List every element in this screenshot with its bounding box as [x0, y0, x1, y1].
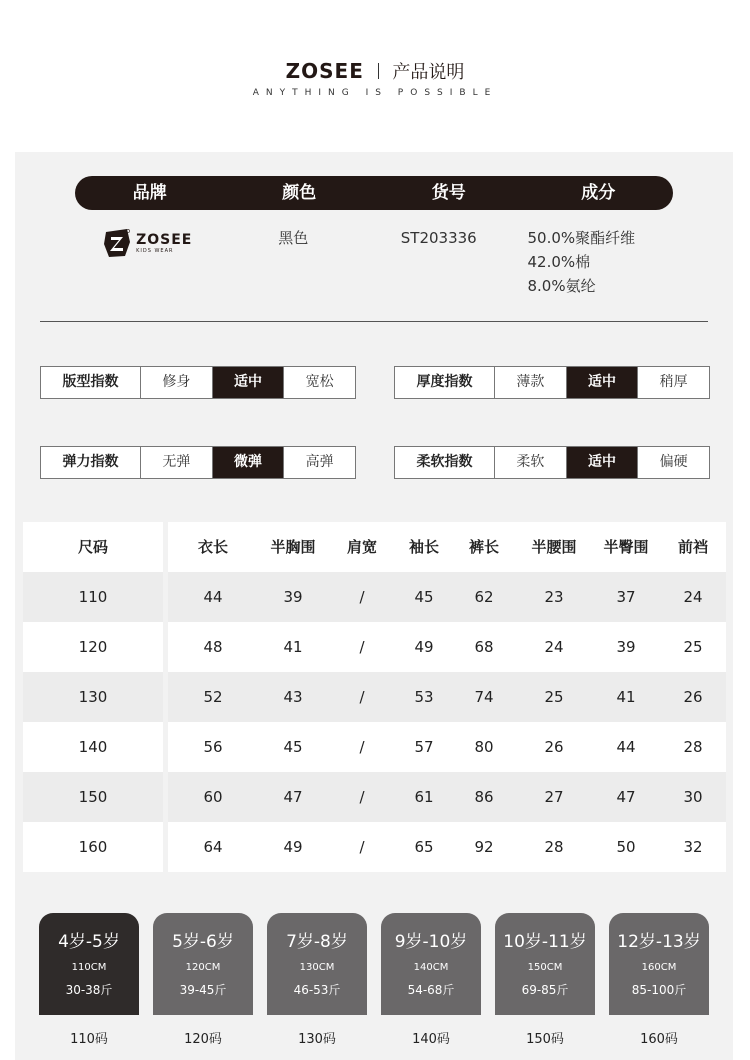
table-cell: 24 — [544, 638, 564, 656]
table-cell: 39 — [616, 638, 636, 656]
table-cell: 47 — [616, 788, 636, 806]
table-header-cell: 半胸围 — [270, 538, 316, 556]
table-cell: 23 — [544, 588, 564, 606]
table-cell: 130 — [23, 672, 163, 722]
age-card — [381, 913, 481, 1015]
table-cell: 45 — [414, 588, 434, 606]
age-range: 9岁-10岁 — [394, 932, 468, 952]
age-range: 7岁-8岁 — [286, 932, 348, 952]
table-cell: 25 — [683, 638, 703, 656]
weight-range: 39-45斤 — [179, 983, 227, 997]
table-cell: 47 — [283, 788, 303, 806]
height-value: 160CM — [641, 962, 677, 973]
age-card — [39, 913, 139, 1015]
info-header-composition: 成分 — [581, 183, 616, 203]
size-label: 130码 — [298, 1032, 336, 1047]
thickness-option-thick: 稍厚 — [659, 374, 688, 390]
table-header-cell: 前裆 — [677, 538, 708, 556]
brand-separator — [378, 63, 379, 79]
zosee-logo-icon — [103, 228, 131, 258]
table-header-cell: 裤长 — [468, 538, 499, 556]
size-table — [23, 522, 726, 872]
table-cell: 49 — [283, 838, 303, 856]
stretch-index-label: 弹力指数 — [41, 447, 141, 478]
age-card — [153, 913, 253, 1015]
table-cell: 50 — [616, 838, 636, 856]
table-cell: 48 — [203, 638, 223, 656]
height-value: 130CM — [299, 962, 335, 973]
table-cell: 37 — [616, 588, 636, 606]
height-value: 140CM — [413, 962, 449, 973]
table-row — [23, 722, 726, 772]
table-cell: 120 — [23, 622, 163, 672]
thickness-option-thin: 薄款 — [495, 367, 567, 398]
table-cell: 32 — [683, 838, 703, 856]
table-cell: / — [359, 588, 365, 606]
thickness-index — [394, 366, 710, 399]
table-cell: 26 — [683, 688, 703, 706]
composition-line: 42.0%棉 — [527, 253, 591, 271]
table-cell: 25 — [544, 688, 564, 706]
table-cell: 74 — [474, 688, 494, 706]
info-composition-value — [512, 226, 674, 298]
weight-range: 30-38斤 — [65, 983, 113, 997]
info-header-color: 颜色 — [282, 183, 317, 203]
age-range: 4岁-5岁 — [58, 932, 120, 952]
age-guide-cards — [39, 913, 709, 1015]
brand-logo-sub: KIDS WEAR — [136, 247, 174, 254]
weight-range: 46-53斤 — [293, 983, 341, 997]
stretch-option-high: 高弹 — [305, 454, 334, 470]
table-row — [23, 672, 726, 722]
table-cell: 140 — [23, 722, 163, 772]
info-values-row — [75, 226, 673, 298]
table-cell: 43 — [283, 688, 303, 706]
stretch-index — [40, 446, 356, 479]
softness-option-medium: 适中 — [567, 447, 639, 478]
size-label: 160码 — [640, 1032, 678, 1047]
fit-index-label: 版型指数 — [41, 367, 141, 398]
brand-logo-name: ZOSEE — [136, 231, 193, 248]
table-row — [23, 822, 726, 872]
brand-logo — [103, 228, 192, 258]
weight-range: 85-100斤 — [631, 983, 687, 997]
info-header-sku: 货号 — [431, 183, 466, 203]
table-row — [23, 622, 726, 672]
age-card — [609, 913, 709, 1015]
page-title: 产品说明 — [392, 62, 465, 83]
table-cell: 64 — [203, 838, 223, 856]
table-cell: 53 — [414, 688, 434, 706]
info-brand-cell — [75, 226, 221, 298]
table-cell: 92 — [474, 838, 494, 856]
age-card — [495, 913, 595, 1015]
table-cell: 52 — [203, 688, 223, 706]
size-label: 120码 — [184, 1032, 222, 1047]
age-card — [267, 913, 367, 1015]
fit-index — [40, 366, 356, 399]
table-cell: 44 — [203, 588, 223, 606]
table-cell: 110 — [23, 572, 163, 622]
size-label: 140码 — [412, 1032, 450, 1047]
section-divider — [40, 321, 708, 322]
thickness-index-label: 厚度指数 — [395, 367, 495, 398]
table-cell: 45 — [283, 738, 303, 756]
table-cell: 68 — [474, 638, 494, 656]
table-cell: 28 — [683, 738, 703, 756]
table-cell: 80 — [474, 738, 494, 756]
table-cell: / — [359, 788, 365, 806]
table-cell: 60 — [203, 788, 223, 806]
softness-option-soft: 柔软 — [495, 447, 567, 478]
composition-line: 50.0%聚酯纤维 — [527, 229, 636, 247]
table-cell: / — [359, 688, 365, 706]
info-header-brand: 品牌 — [132, 183, 167, 203]
table-cell: 41 — [616, 688, 636, 706]
table-header-cell: 半腰围 — [531, 538, 577, 556]
brand-line — [0, 58, 750, 84]
table-cell: 56 — [203, 738, 223, 756]
info-header-bar — [75, 176, 673, 210]
thickness-option-medium: 适中 — [567, 367, 639, 398]
tagline: ANYTHING IS POSSIBLE — [252, 88, 498, 98]
softness-index-label: 柔软指数 — [395, 447, 495, 478]
height-value: 110CM — [71, 962, 107, 973]
softness-index — [394, 446, 710, 479]
header — [0, 0, 750, 152]
table-cell: 44 — [616, 738, 636, 756]
table-cell: 62 — [474, 588, 494, 606]
table-cell: / — [359, 638, 365, 656]
composition-line: 8.0%氨纶 — [527, 277, 596, 295]
table-cell: 24 — [683, 588, 703, 606]
table-row — [23, 572, 726, 622]
table-cell: 160 — [23, 822, 163, 872]
table-cell: 26 — [544, 738, 564, 756]
size-label: 110码 — [70, 1032, 108, 1047]
age-range: 10岁-11岁 — [503, 932, 587, 952]
table-cell: / — [359, 838, 365, 856]
table-header-cell: 半臀围 — [603, 538, 649, 556]
brand-logo-wordmark — [136, 233, 192, 254]
age-range: 5岁-6岁 — [172, 932, 234, 952]
brand-logo-text: ZOSEE — [285, 59, 364, 83]
table-cell: 150 — [23, 772, 163, 822]
table-cell: / — [359, 738, 365, 756]
weight-range: 54-68斤 — [407, 983, 455, 997]
table-cell: 65 — [414, 838, 434, 856]
table-header-cell: 肩宽 — [346, 538, 377, 556]
table-header-cell: 衣长 — [197, 538, 228, 556]
table-cell: 30 — [683, 788, 703, 806]
table-row — [23, 772, 726, 822]
table-cell: 39 — [283, 588, 303, 606]
age-size-labels — [39, 1028, 709, 1047]
size-table-header — [23, 522, 726, 572]
table-cell: 27 — [544, 788, 564, 806]
weight-range: 69-85斤 — [521, 983, 569, 997]
table-cell: 61 — [414, 788, 434, 806]
height-value: 120CM — [185, 962, 221, 973]
stretch-option-none: 无弹 — [141, 447, 213, 478]
table-cell: 86 — [474, 788, 494, 806]
table-cell: 57 — [414, 738, 434, 756]
fit-option-loose: 宽松 — [305, 374, 334, 390]
table-cell: 28 — [544, 838, 564, 856]
table-cell: 41 — [283, 638, 303, 656]
info-color-value: 黑色 — [278, 229, 309, 247]
age-range: 12岁-13岁 — [617, 932, 701, 952]
fit-option-slim: 修身 — [141, 367, 213, 398]
stretch-option-slight: 微弹 — [213, 447, 285, 478]
info-sku-value: ST203336 — [400, 229, 477, 247]
table-header-cell: 尺码 — [23, 522, 163, 572]
table-header-cell: 袖长 — [408, 538, 439, 556]
fit-option-regular: 适中 — [213, 367, 285, 398]
table-cell: 49 — [414, 638, 434, 656]
softness-option-firm: 偏硬 — [659, 454, 688, 470]
size-label: 150码 — [526, 1032, 564, 1047]
height-value: 150CM — [527, 962, 563, 973]
